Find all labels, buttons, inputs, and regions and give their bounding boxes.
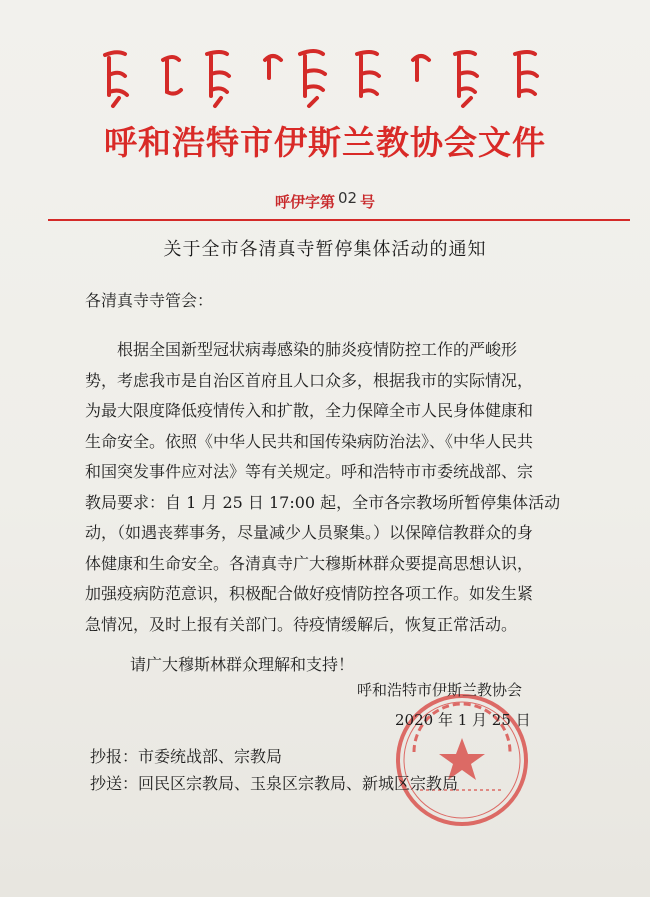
body-line: 和国突发事件应对法》等有关规定。呼和浩特市市委统战部、宗 <box>85 462 534 481</box>
body-line: 急情况，及时上报有关部门。待疫情缓解后，恢复正常活动。 <box>85 614 518 634</box>
document-number <box>0 191 650 212</box>
notice-title: 关于全市各清真寺暂停集体活动的通知 <box>163 239 487 260</box>
closing-line: 请广大穆斯林群众理解和支持！ <box>130 655 355 674</box>
body-line: 加强疫病防范意识，积极配合做好疫情防控各项工作。如发生紧 <box>85 584 534 603</box>
red-divider-line <box>48 219 630 221</box>
notice-body <box>85 335 582 640</box>
report-to-line: 抄报：市委统战部、宗教局 <box>90 747 283 766</box>
mongolian-script-header <box>95 40 555 110</box>
organization-title: 呼和浩特市伊斯兰教协会文件 <box>104 123 546 162</box>
send-to-line: 抄送：回民区宗教局、玉泉区宗教局、新城区宗教局 <box>90 774 459 793</box>
doc-number-suffix: 号 <box>360 193 376 211</box>
salutation: 各清真寺寺管会： <box>85 291 214 310</box>
body-line: 体健康和生命安全。各清真寺广大穆斯林群众要提高思想认识， <box>85 553 534 573</box>
body-line: 动，（如遇丧葬事务，尽量减少人员聚集。）以保障信教群众的身 <box>85 523 534 542</box>
signature-date: 2020 年 1 月 25 日 <box>395 711 531 729</box>
doc-number-value: 02 <box>337 189 358 207</box>
doc-number-prefix: 呼伊字第 <box>274 193 335 211</box>
body-line: 教局要求：自 1 月 25 日 17:00 起，全市各宗教场所暂停集体活动 <box>85 492 561 512</box>
body-line: 根据全国新型冠状病毒感染的肺炎疫情防控工作的严峻形 <box>117 340 518 359</box>
body-line: 为最大限度降低疫情传入和扩散，全力保障全市人民身体健康和 <box>85 401 534 420</box>
signature-organization: 呼和浩特市伊斯兰教协会 <box>357 681 523 699</box>
body-line: 势，考虑我市是自治区首府且人口众多，根据我市的实际情况， <box>85 370 534 390</box>
body-line: 生命安全。依照《中华人民共和国传染病防治法》、《中华人民共 <box>85 431 534 451</box>
